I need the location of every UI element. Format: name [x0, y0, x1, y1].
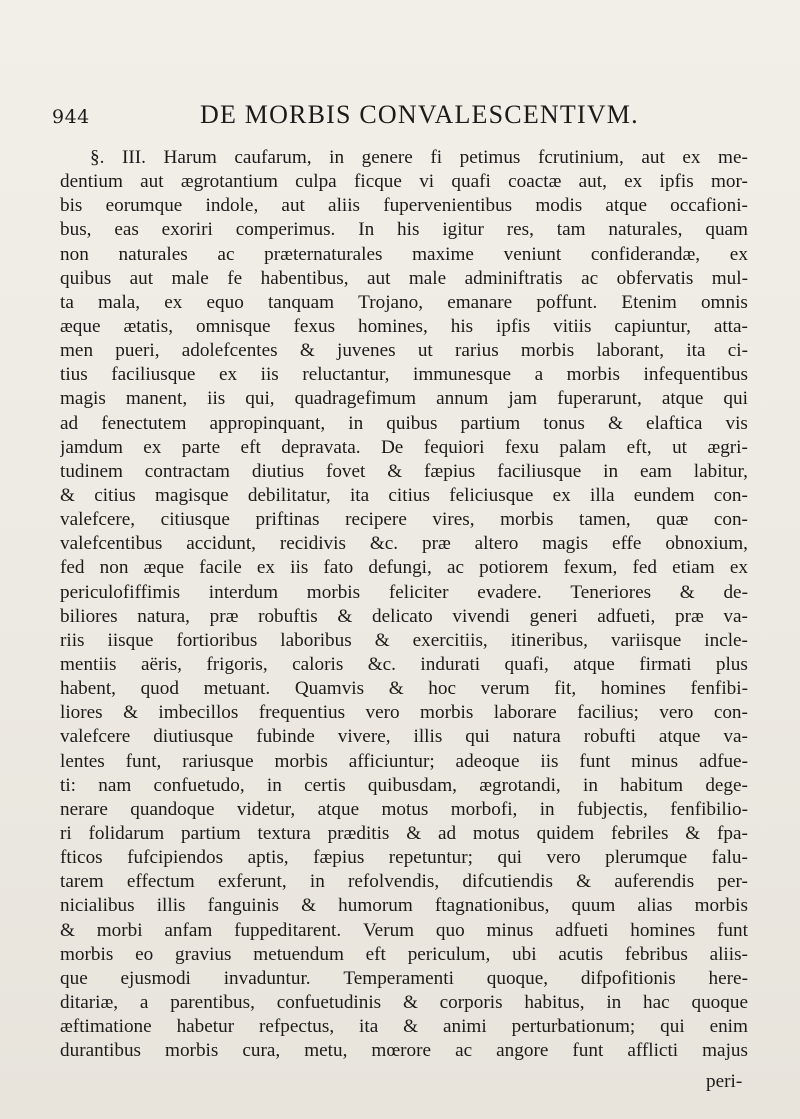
text-line: tudinem contractam diutius fovet & fæpius faciliusque in eam labitur,	[60, 460, 748, 482]
text-line: nicialibus illis fanguinis & humorum ftagnationibus, quum alias morbis	[60, 895, 748, 917]
page-number: 944	[52, 106, 90, 128]
running-head: DE MORBIS CONVALESCENTIVM.	[200, 100, 639, 129]
text-line: magis manent, iis qui, quadragefimum annum jam fuperarunt, atque qui	[60, 388, 748, 410]
text-line: ditariæ, a parentibus, confuetudinis & corporis habitus, in hac quoque	[60, 991, 748, 1013]
text-line: mentiis aëris, frigoris, caloris &c. indurati quafi, atque firmati plus	[60, 653, 748, 675]
text-line: liores & imbecillos frequentius vero morbis laborare facilius; vero con-	[60, 702, 748, 724]
text-line: quibus aut male fe habentibus, aut male adminiftratis ac obfervatis mul-	[60, 267, 748, 289]
text-line: periculofiffimis interdum morbis feliciter evadere. Teneriores & de-	[60, 581, 748, 603]
text-line: valefcere, citiusque priftinas recipere vires, morbis tamen, quæ con-	[60, 509, 748, 531]
text-line: fed non æque facile ex iis fato defungi, ac potiorem fexum, fed etiam ex	[60, 557, 748, 579]
text-line: ta mala, ex equo tanquam Trojano, emanare poffunt. Etenim omnis	[60, 291, 748, 313]
text-line: & citius magisque debilitatur, ita citius feliciusque ex illa eundem con-	[60, 484, 748, 506]
text-line: men pueri, adolefcentes & juvenes ut rarius morbis laborant, ita ci-	[60, 340, 748, 362]
text-line: æque ætatis, omnisque fexus homines, his ipfis vitiis capiuntur, atta-	[60, 315, 748, 337]
text-line: bus, eas exoriri comperimus. In his igitur res, tam naturales, quam	[60, 219, 748, 241]
text-line: que ejusmodi invaduntur. Temperamenti quoque, difpofitionis here-	[60, 967, 748, 989]
text-line: ad fenectutem appropinquant, in quibus partium tonus & elaftica vis	[60, 412, 748, 434]
text-line: bis eorumque indole, aut aliis fupervenientibus modis atque occafioni-	[60, 195, 748, 217]
text-line: tarem effectum exferunt, in refolvendis, difcutiendis & auferendis per-	[60, 871, 748, 893]
body-text	[60, 146, 748, 1063]
catchword: peri-	[706, 1071, 743, 1092]
text-line: riis iisque fortioribus laboribus & exercitiis, itineribus, variisque incle-	[60, 629, 748, 651]
text-line: æftimatione habetur refpectus, ita & animi perturbationum; qui enim	[60, 1016, 748, 1038]
text-line: morbis eo gravius metuendum eft periculum, ubi acutis febribus aliis-	[60, 943, 748, 965]
text-line: dentium aut ægrotantium culpa ficque vi quafi coactæ aut, ex ipfis mor-	[60, 171, 748, 193]
text-line: tius faciliusque ex iis reluctantur, immunesque a morbis infequentibus	[60, 364, 748, 386]
text-line: fticos fufcipiendos aptis, fæpius repetuntur; qui vero plerumque falu-	[60, 847, 748, 869]
text-line: habent, quod metuant. Quamvis & hoc verum fit, homines fenfibi-	[60, 678, 748, 700]
text-line: & morbi anfam fuppeditarent. Verum quo minus adfueti homines funt	[60, 919, 748, 941]
text-line: non naturales ac præternaturales maxime veniunt confiderandæ, ex	[60, 243, 748, 265]
text-line: valefcere diutiusque fubinde vivere, illis qui natura robufti atque va-	[60, 726, 748, 748]
page-header	[52, 100, 752, 136]
text-line: lentes funt, rariusque morbis afficiuntur; adeoque iis funt minus adfue-	[60, 750, 748, 772]
text-line: valefcentibus accidunt, recidivis &c. præ altero magis effe obnoxium,	[60, 533, 748, 555]
text-line: §. III. Harum caufarum, in genere fi petimus fcrutinium, aut ex me-	[90, 147, 748, 168]
text-line: jamdum ex parte eft depravata. De fequiori fexu palam eft, ut ægri-	[60, 436, 748, 458]
text-line: ti: nam confuetudo, in certis quibusdam, ægrotandi, in habitum dege-	[60, 774, 748, 796]
text-line: durantibus morbis cura, metu, mœrore ac angore funt afflicti majus	[60, 1040, 748, 1062]
text-line: biliores natura, præ robuftis & delicato vivendi generi adfueti, præ va-	[60, 605, 748, 627]
text-line: nerare quandoque videtur, atque motus morbofi, in fubjectis, fenfibilio-	[60, 798, 748, 820]
text-line: ri folidarum partium textura præditis & ad motus quidem febriles & fpa-	[60, 822, 748, 844]
